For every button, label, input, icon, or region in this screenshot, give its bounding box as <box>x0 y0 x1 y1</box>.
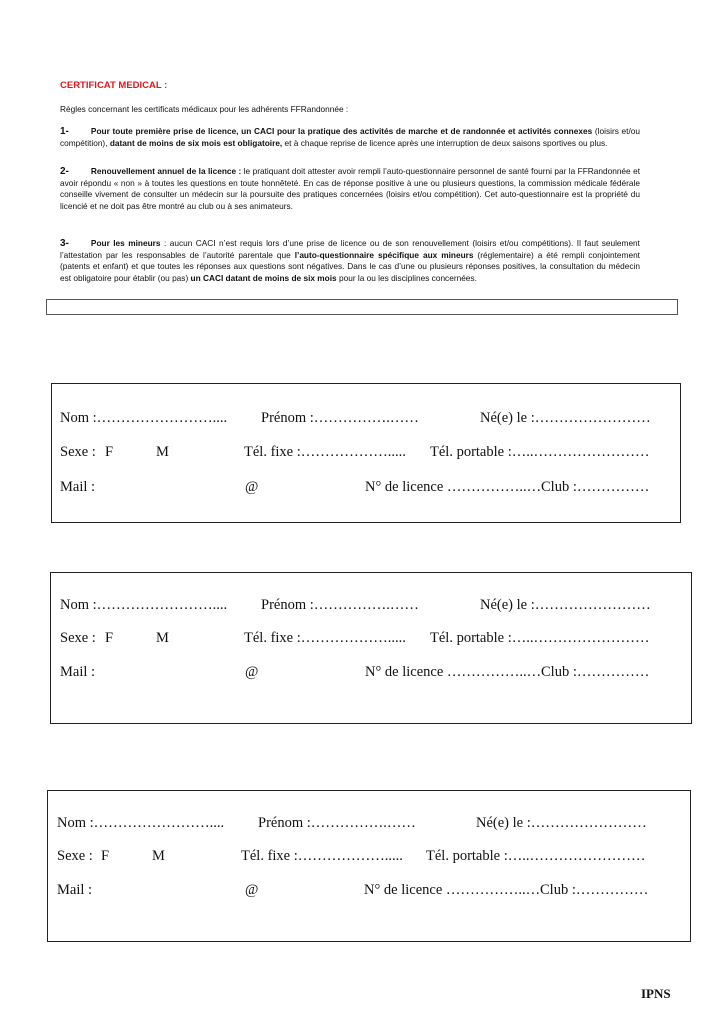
rule-3 <box>60 238 640 285</box>
sexe-m-option[interactable]: M <box>156 630 169 646</box>
birthdate-field[interactable]: Né(e) le :…………………… <box>476 815 647 831</box>
rule-text: pour la ou les disciplines concernées. <box>336 273 477 284</box>
sexe-label: Sexe : <box>57 848 93 864</box>
sexe-label: Sexe : <box>60 444 96 460</box>
at-sign: @ <box>245 882 259 898</box>
sexe-f-option[interactable]: F <box>105 630 114 646</box>
rule-text: (réglementaire) a été rempli conjointement (patents et enfant) et que toutes les réponses aux questions sont négatives. Dans le cas d’une ou plusieurs réponses positives, la consultation du médecin est obligatoire pour établir (ou pas) <box>60 249 640 284</box>
mail-label[interactable]: Mail : <box>57 882 93 898</box>
rule-bold-text: Pour toute première prise de licence, un CACI pour la pratique des activités de marche et de randonnée et activités connexes <box>90 126 593 136</box>
mail-label[interactable]: Mail : <box>60 479 96 495</box>
rule-2 <box>60 166 640 213</box>
rule-number: 3- <box>60 238 69 249</box>
sexe-m-option[interactable]: M <box>152 848 165 864</box>
birthdate-field[interactable]: Né(e) le :…………………… <box>480 410 651 426</box>
nom-field[interactable]: Nom :…………………….... <box>60 410 228 426</box>
club-field[interactable]: Club :…………… <box>540 882 649 898</box>
sexe-m-option[interactable]: M <box>156 444 169 460</box>
rule-number: 2- <box>60 166 69 177</box>
mail-label[interactable]: Mail : <box>60 664 96 680</box>
rule-number: 1- <box>60 126 69 137</box>
rule-bold-text: un CACI datant de moins de six mois <box>190 273 337 284</box>
nom-field[interactable]: Nom :…………………….... <box>60 597 228 613</box>
club-field[interactable]: Club :…………… <box>541 664 650 680</box>
licence-field[interactable]: N° de licence ……………..… <box>365 664 542 680</box>
prenom-field[interactable]: Prénom :…………….…… <box>261 410 419 426</box>
rule-bold-text: Renouvellement annuel de la licence : <box>90 166 242 176</box>
empty-box <box>46 299 678 315</box>
ipns-mark: IPNS <box>641 986 671 1001</box>
at-sign: @ <box>245 479 259 495</box>
rule-bold-text: l’auto-questionnaire spécifique aux mineurs <box>294 249 474 260</box>
tel-portable-field[interactable]: Tél. portable :…..…………………… <box>430 444 650 460</box>
rule-text: : aucun CACI n’est requis lors d’une prise de licence ou de son renouvellement (loisirs et/ou compétitions). Il faut seulement l’attestation par les responsables de l’autorité parentale que <box>60 238 640 260</box>
prenom-field[interactable]: Prénom :…………….…… <box>258 815 416 831</box>
sexe-f-option[interactable]: F <box>101 848 110 864</box>
rule-text: le pratiquant doit attester avoir rempli l’auto-questionnaire personnel de santé fourni par la FFRandonnée et avoir répondu « non » à toutes les questions en toute honnêteté. En cas de réponse positive à une ou plusieurs questions, la commission médicale fédérale conseille vivement de consulter un médecin sur la poursuite des pratiques concernées (loisirs et/ou compétition). Cet auto-questionnaire est la propriété du licencié et ne doit pas être montré au club ou à ses animateurs. <box>60 166 640 212</box>
tel-fixe-field[interactable]: Tél. fixe :………………..... <box>241 848 403 864</box>
tel-portable-field[interactable]: Tél. portable :…..…………………… <box>426 848 646 864</box>
rule-bold-text: Pour les mineurs <box>90 238 161 248</box>
intro-text: Règles concernant les certificats médicaux pour les adhérents FFRandonnée : <box>60 104 349 114</box>
member-form-3 <box>47 790 691 942</box>
rule-1 <box>60 126 640 149</box>
tel-fixe-field[interactable]: Tél. fixe :………………..... <box>244 630 406 646</box>
at-sign: @ <box>245 664 259 680</box>
certificate-title: CERTIFICAT MEDICAL : <box>60 80 168 91</box>
tel-portable-field[interactable]: Tél. portable :…..…………………… <box>430 630 650 646</box>
licence-field[interactable]: N° de licence ……………..… <box>364 882 541 898</box>
prenom-field[interactable]: Prénom :…………….…… <box>261 597 419 613</box>
sexe-f-option[interactable]: F <box>105 444 114 460</box>
rule-text: (loisirs et/ou compétition), <box>60 126 640 148</box>
rule-text: et à chaque reprise de licence après une interruption de deux saisons sportives ou plus. <box>282 137 608 148</box>
club-field[interactable]: Club :…………… <box>541 479 650 495</box>
licence-field[interactable]: N° de licence ……………..… <box>365 479 542 495</box>
member-form-2 <box>50 572 692 724</box>
sexe-label: Sexe : <box>60 630 96 646</box>
member-form-1 <box>51 383 681 523</box>
nom-field[interactable]: Nom :…………………….... <box>57 815 225 831</box>
tel-fixe-field[interactable]: Tél. fixe :………………..... <box>244 444 406 460</box>
birthdate-field[interactable]: Né(e) le :…………………… <box>480 597 651 613</box>
rule-bold-text: datant de moins de six mois est obligatoire, <box>109 137 283 148</box>
